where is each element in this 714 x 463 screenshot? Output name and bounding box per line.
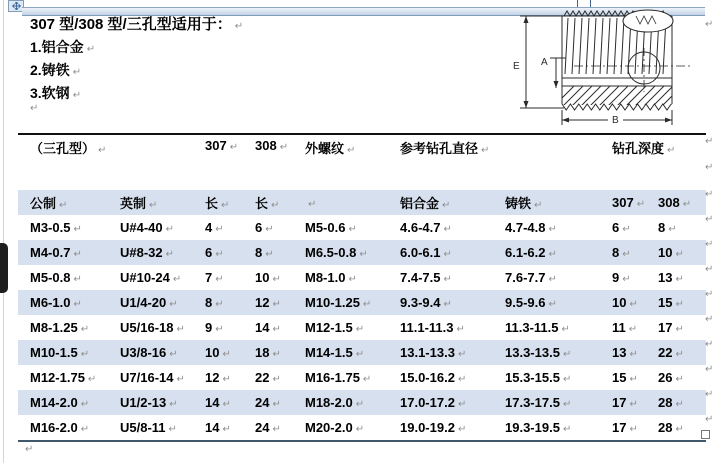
col-header-307: 307 ↵ — [600, 190, 646, 215]
paragraph-mark: ↵ — [25, 444, 34, 455]
cell-metric: M3-0.5 ↵ — [18, 215, 108, 240]
scroll-thumb[interactable] — [0, 243, 8, 293]
table-row — [18, 240, 706, 265]
cell-cast-iron: 13.3-13.5 ↵ — [493, 340, 600, 365]
four-way-arrow-icon — [12, 2, 21, 10]
cell-depth-307: 11 ↵ — [600, 315, 646, 340]
cell-aluminum: 19.0-19.2 ↵ — [388, 415, 493, 441]
insert-section-view — [508, 8, 704, 132]
table-row — [18, 265, 706, 290]
cell-depth-308: 26 ↵ — [646, 365, 706, 390]
cell-len308: 12 ↵ — [243, 290, 293, 315]
cell-aluminum: 17.0-17.2 ↵ — [388, 390, 493, 415]
cell-imperial: U#4-40 ↵ — [108, 215, 193, 240]
cell-ext-thread: M16-1.75 ↵ — [293, 365, 388, 390]
cell-metric: M4-0.7 ↵ — [18, 240, 108, 265]
row-end-mark: ↵ — [705, 264, 714, 275]
cell-ext-thread: M8-1.0 ↵ — [293, 265, 388, 290]
cell-ext-thread: M10-1.25 ↵ — [293, 290, 388, 315]
cell-imperial: U3/8-16 ↵ — [108, 340, 193, 365]
cell-depth-308: 10 ↵ — [646, 240, 706, 265]
paragraph-mark: ↵ — [30, 103, 39, 114]
cell-metric: M5-0.8 ↵ — [18, 265, 108, 290]
cell-depth-307: 15 ↵ — [600, 365, 646, 390]
cell-ext-thread: M14-1.5 ↵ — [293, 340, 388, 365]
cell-len307: 8 ↵ — [193, 290, 243, 315]
row-end-mark: ↵ — [705, 414, 714, 425]
cell-imperial: U#10-24 ↵ — [108, 265, 193, 290]
cell-cast-iron: 6.1-6.2 ↵ — [493, 240, 600, 265]
intro-title: 307 型/308 型/三孔型适用于： ↵ — [30, 13, 243, 36]
col-header-metric: 公制 ↵ — [18, 190, 108, 215]
cell-len307: 12 ↵ — [193, 365, 243, 390]
cell-depth-308: 28 ↵ — [646, 415, 706, 441]
group-header-ref-drill-diameter: 参考钻孔直径 ↵ — [388, 134, 600, 190]
group-header-drill-depth: 钻孔深度 ↵ — [600, 134, 706, 190]
cell-imperial: U5/8-11 ↵ — [108, 415, 193, 441]
cell-aluminum: 13.1-13.3 ↵ — [388, 340, 493, 365]
intro-item-aluminum: 1.铝合金 ↵ — [30, 36, 243, 59]
cell-metric: M8-1.25 ↵ — [18, 315, 108, 340]
cell-ext-thread: M5-0.6 ↵ — [293, 215, 388, 240]
cell-aluminum: 9.3-9.4 ↵ — [388, 290, 493, 315]
cell-len307: 4 ↵ — [193, 215, 243, 240]
cell-ext-thread: M18-2.0 ↵ — [293, 390, 388, 415]
cell-depth-308: 13 ↵ — [646, 265, 706, 290]
cell-depth-308: 15 ↵ — [646, 290, 706, 315]
cell-cast-iron: 17.3-17.5 ↵ — [493, 390, 600, 415]
cell-len307: 9 ↵ — [193, 315, 243, 340]
cell-depth-308: 22 ↵ — [646, 340, 706, 365]
cell-imperial: U1/2-13 ↵ — [108, 390, 193, 415]
row-end-mark: ↵ — [705, 289, 714, 300]
cell-len307: 6 ↵ — [193, 240, 243, 265]
intro-item-mild-steel: 3.软钢 ↵ — [30, 82, 243, 105]
cell-len308: 24 ↵ — [243, 390, 293, 415]
col-header-308: 308 ↵ — [646, 190, 706, 215]
thread-tick — [577, 0, 578, 7]
row-end-mark: ↵ — [705, 136, 714, 147]
row-end-mark: ↵ — [705, 314, 714, 325]
col-header-blank — [293, 190, 388, 215]
cell-aluminum: 11.1-11.3 ↵ — [388, 315, 493, 340]
table-row — [18, 365, 706, 390]
group-header-308: 308 ↵ — [243, 134, 293, 190]
page-left-edge — [3, 0, 4, 463]
col-header-length-308: 长 ↵ — [243, 190, 293, 215]
cell-imperial: U1/4-20 ↵ — [108, 290, 193, 315]
cell-depth-308: 8 ↵ — [646, 215, 706, 240]
cell-len308: 6 ↵ — [243, 215, 293, 240]
row-end-mark: ↵ — [705, 162, 714, 173]
cell-cast-iron: 19.3-19.5 ↵ — [493, 415, 600, 441]
dim-label-a: A — [541, 57, 548, 68]
cell-depth-307: 9 ↵ — [600, 265, 646, 290]
table-row — [18, 390, 706, 415]
row-end-mark: ↵ — [705, 389, 714, 400]
cell-depth-307: 8 ↵ — [600, 240, 646, 265]
cell-len308: 24 ↵ — [243, 415, 293, 441]
thread-tick — [590, 0, 591, 7]
cell-aluminum: 7.4-7.5 ↵ — [388, 265, 493, 290]
row-end-mark: ↵ — [705, 239, 714, 250]
cell-len307: 10 ↵ — [193, 340, 243, 365]
cell-len308: 10 ↵ — [243, 265, 293, 290]
dim-label-b: B — [612, 115, 619, 126]
intro-item-cast-iron: 2.铸铁 ↵ — [30, 59, 243, 82]
threaded-insert-drawing — [508, 8, 704, 137]
cell-len307: 14 ↵ — [193, 415, 243, 441]
cell-len307: 7 ↵ — [193, 265, 243, 290]
row-end-mark: ↵ — [705, 364, 714, 375]
cell-len307: 14 ↵ — [193, 390, 243, 415]
cell-depth-307: 17 ↵ — [600, 390, 646, 415]
cell-cast-iron: 11.3-11.5 ↵ — [493, 315, 600, 340]
group-header-type: （三孔型） ↵ — [18, 134, 193, 190]
table-row — [18, 315, 706, 340]
cell-len308: 8 ↵ — [243, 240, 293, 265]
cell-len308: 18 ↵ — [243, 340, 293, 365]
cell-cast-iron: 7.6-7.7 ↵ — [493, 265, 600, 290]
col-header-imperial: 英制 ↵ — [108, 190, 193, 215]
cell-ext-thread: M20-2.0 ↵ — [293, 415, 388, 441]
table-resize-handle[interactable] — [701, 430, 710, 439]
row-end-mark: ↵ — [705, 214, 714, 225]
cell-aluminum: 15.0-16.2 ↵ — [388, 365, 493, 390]
table-row — [18, 290, 706, 315]
cell-depth-307: 6 ↵ — [600, 215, 646, 240]
cell-metric: M16-2.0 ↵ — [18, 415, 108, 441]
table-row — [18, 340, 706, 365]
cell-cast-iron: 15.3-15.5 ↵ — [493, 365, 600, 390]
cell-imperial: U#8-32 ↵ — [108, 240, 193, 265]
insert-spec-table — [18, 133, 706, 442]
group-header-external-thread: 外螺纹 ↵ — [293, 134, 388, 190]
cell-cast-iron: 9.5-9.6 ↵ — [493, 290, 600, 315]
row-end-mark: ↵ — [705, 189, 714, 200]
cell-cast-iron: 4.7-4.8 ↵ — [493, 215, 600, 240]
cell-ext-thread: M6.5-0.8 ↵ — [293, 240, 388, 265]
cell-len308: 22 ↵ — [243, 365, 293, 390]
cell-imperial: U5/16-18 ↵ — [108, 315, 193, 340]
dim-label-e: E — [513, 61, 520, 72]
cell-depth-307: 13 ↵ — [600, 340, 646, 365]
cell-depth-308: 28 ↵ — [646, 390, 706, 415]
cell-imperial: U7/16-14 ↵ — [108, 365, 193, 390]
table-group-header-row — [18, 134, 706, 190]
row-end-mark: ↵ — [705, 19, 714, 30]
cell-metric: M10-1.5 ↵ — [18, 340, 108, 365]
cell-metric: M6-1.0 ↵ — [18, 290, 108, 315]
cell-depth-307: 10 ↵ — [600, 290, 646, 315]
col-header-length-307: 长 ↵ — [193, 190, 243, 215]
cell-metric: M12-1.75 ↵ — [18, 365, 108, 390]
cell-aluminum: 6.0-6.1 ↵ — [388, 240, 493, 265]
cell-depth-308: 17 ↵ — [646, 315, 706, 340]
cell-ext-thread: M12-1.5 ↵ — [293, 315, 388, 340]
table-column-header-row — [18, 190, 706, 215]
intro-block — [30, 13, 243, 105]
table-row — [18, 215, 706, 240]
cell-aluminum: 4.6-4.7 ↵ — [388, 215, 493, 240]
group-header-307: 307 ↵ — [193, 134, 243, 190]
cell-depth-307: 17 ↵ — [600, 415, 646, 441]
cell-len308: 14 ↵ — [243, 315, 293, 340]
row-end-mark: ↵ — [705, 339, 714, 350]
col-header-cast-iron: 铸铁 ↵ — [493, 190, 600, 215]
col-header-aluminum: 铝合金 ↵ — [388, 190, 493, 215]
table-row — [18, 415, 706, 441]
cell-metric: M14-2.0 ↵ — [18, 390, 108, 415]
